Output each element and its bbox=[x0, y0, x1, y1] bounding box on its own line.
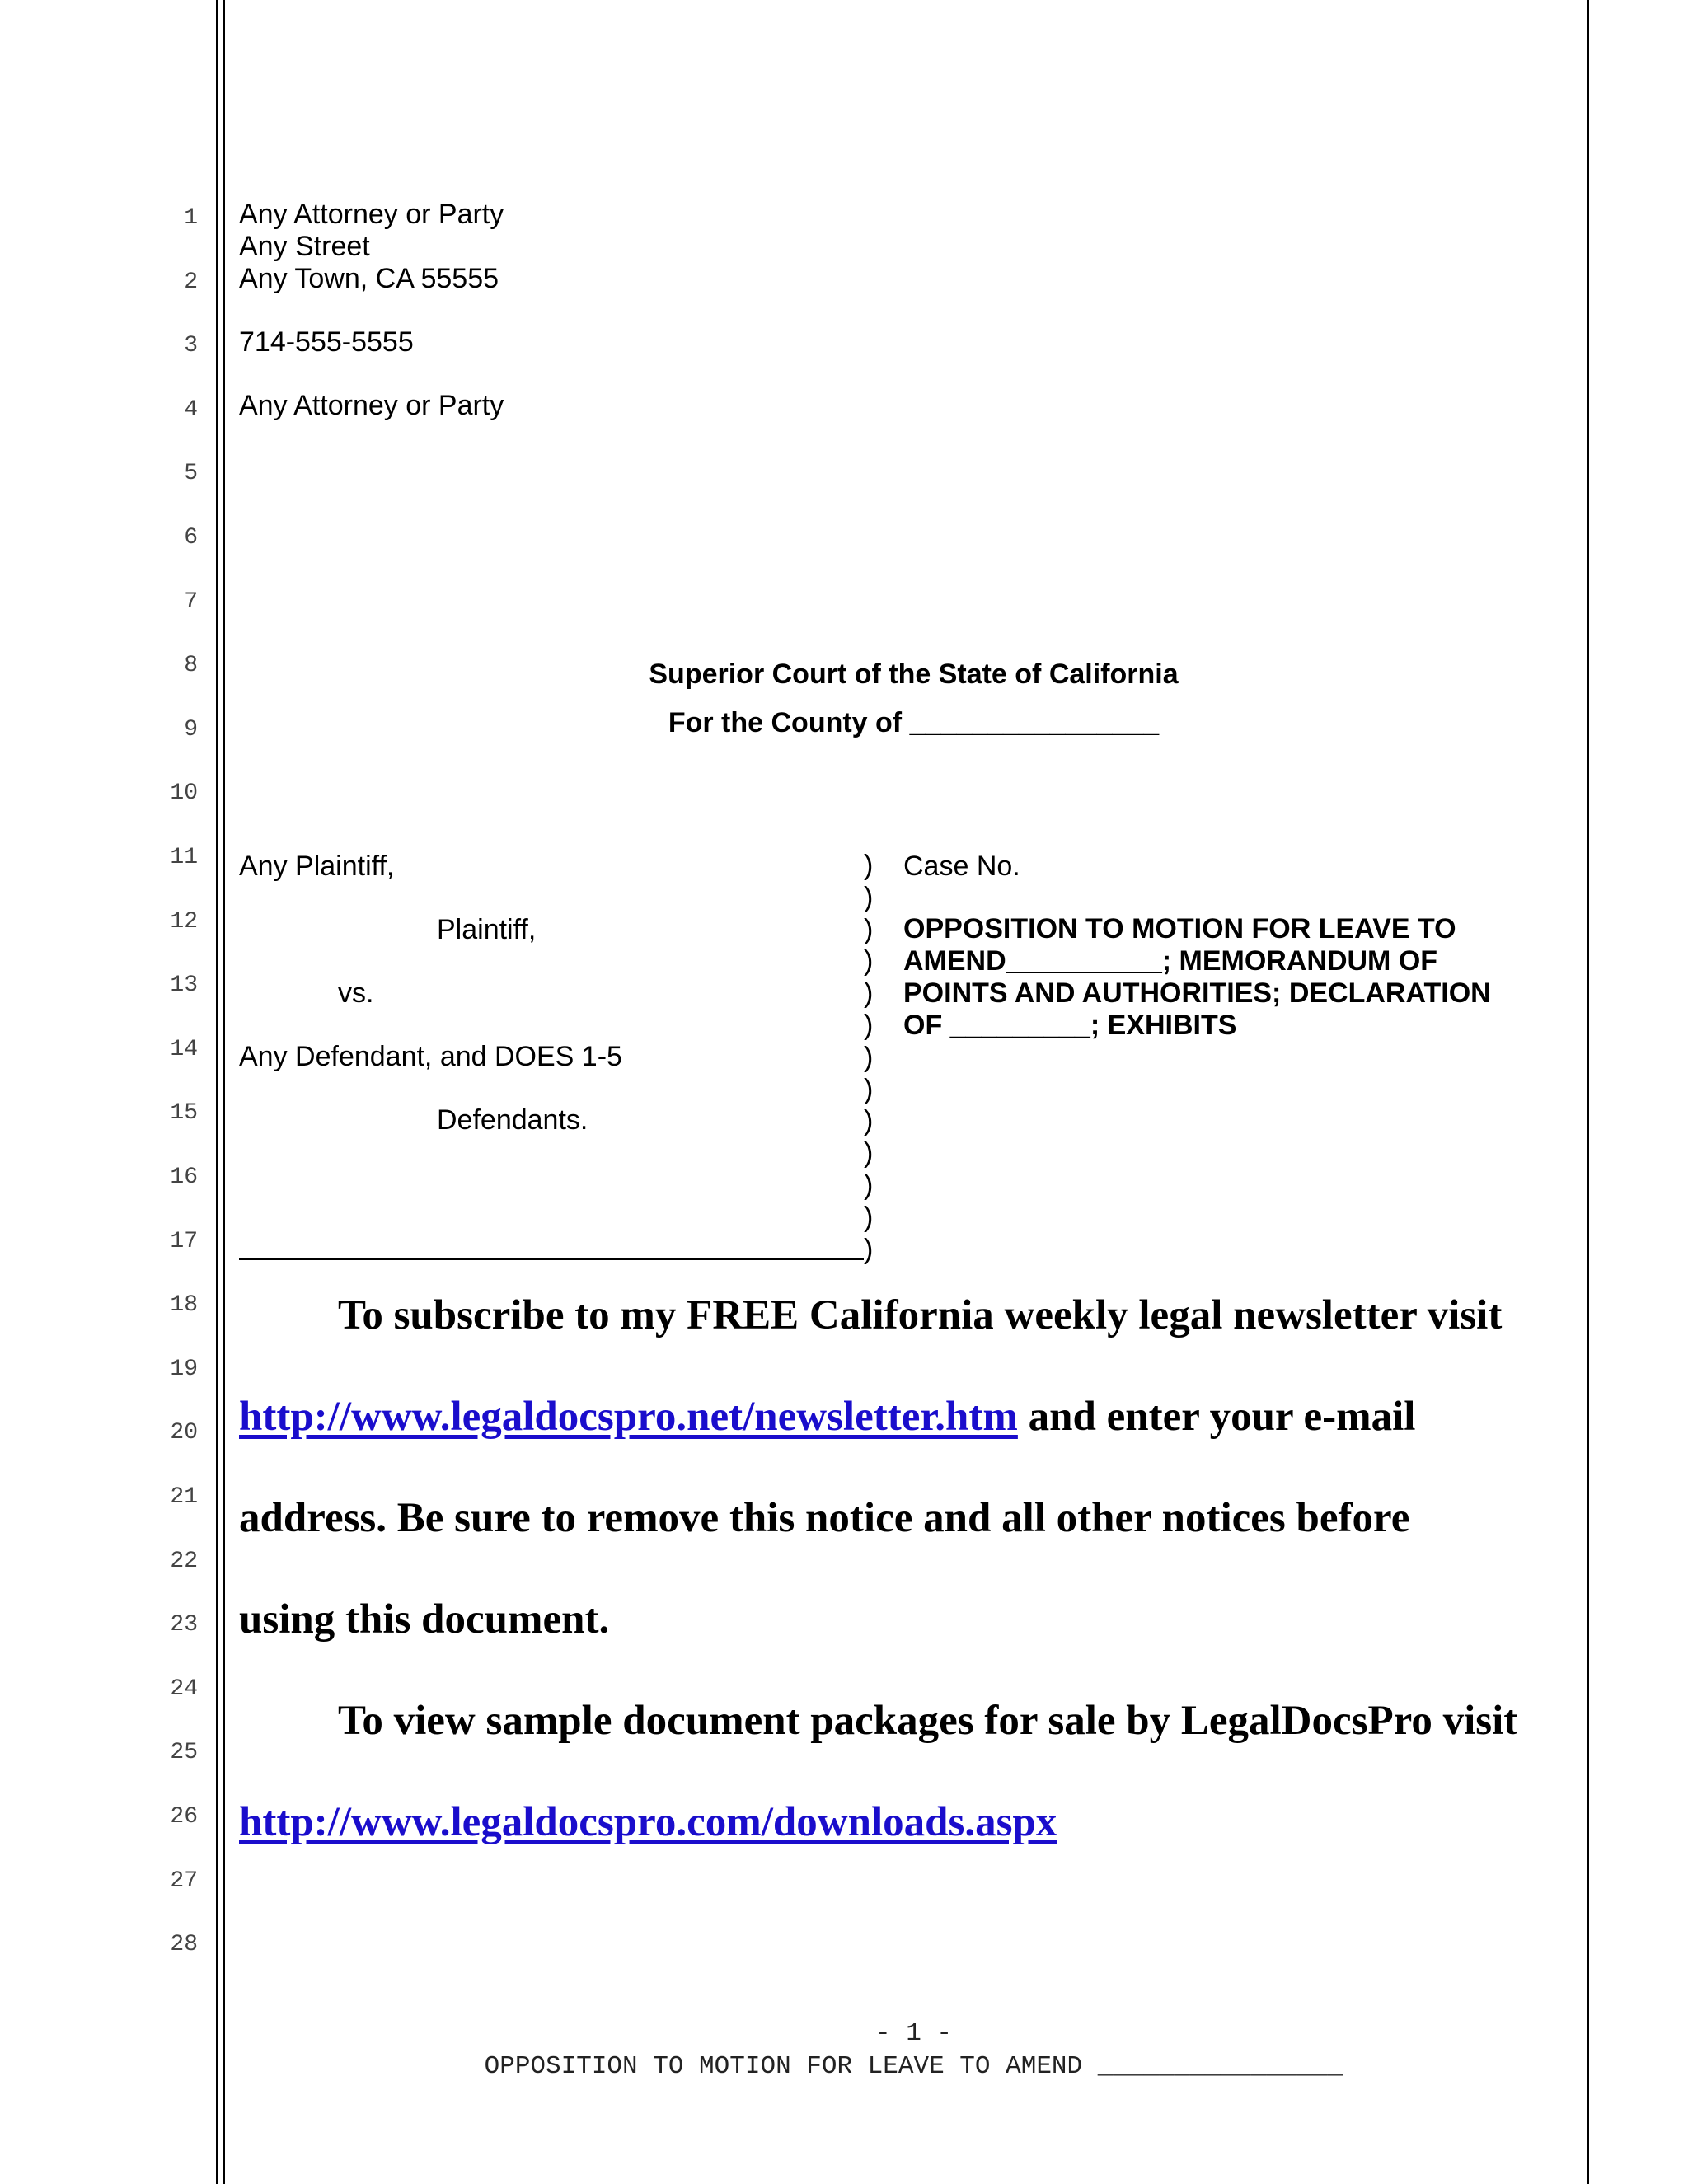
line-number: 8 bbox=[184, 653, 198, 679]
line-number: 5 bbox=[184, 461, 198, 487]
notice-line-6 bbox=[239, 1797, 1057, 1847]
defendant-label: Defendants. bbox=[437, 1104, 588, 1136]
line-number: 11 bbox=[170, 845, 198, 870]
line-number: 22 bbox=[170, 1548, 198, 1574]
caption-paren: ) bbox=[864, 1201, 874, 1233]
newsletter-link[interactable]: http://www.legaldocspro.net/newsletter.htm bbox=[239, 1394, 1018, 1440]
line-number: 21 bbox=[170, 1484, 198, 1510]
line-number: 17 bbox=[170, 1228, 198, 1254]
line-number: 26 bbox=[170, 1804, 198, 1830]
notice-line-5: To view sample document packages for sale by LegalDocsPro visit bbox=[338, 1698, 1518, 1744]
line-number: 10 bbox=[170, 780, 198, 807]
left-margin-rule-outer bbox=[216, 0, 218, 2184]
right-margin-rule bbox=[1587, 0, 1589, 2184]
attorney-for: Any Attorney or Party bbox=[239, 390, 504, 421]
line-number: 19 bbox=[170, 1356, 198, 1382]
caption-paren: ) bbox=[864, 945, 874, 977]
caption-paren: ) bbox=[864, 881, 874, 913]
plaintiff-label: Plaintiff, bbox=[437, 914, 537, 945]
document-title-line-1: OPPOSITION TO MOTION FOR LEAVE TO bbox=[903, 913, 1456, 944]
line-number: 7 bbox=[184, 588, 198, 615]
line-number: 28 bbox=[170, 1932, 198, 1958]
line-number: 1 bbox=[184, 205, 198, 231]
caption-parentheses bbox=[864, 850, 873, 1265]
document-title-line-2: AMEND__________; MEMORANDUM OF bbox=[903, 945, 1438, 977]
caption-paren: ) bbox=[864, 1169, 874, 1201]
line-number: 24 bbox=[170, 1675, 198, 1702]
notice-line-2-text: and enter your e-mail bbox=[1017, 1394, 1416, 1440]
caption-paren: ) bbox=[864, 1041, 874, 1073]
plaintiff-name: Any Plaintiff, bbox=[239, 851, 395, 882]
notice-line-3: address. Be sure to remove this notice and all other notices before bbox=[239, 1495, 1410, 1541]
line-number: 14 bbox=[170, 1036, 198, 1062]
downloads-link[interactable]: http://www.legaldocspro.com/downloads.aspx bbox=[239, 1799, 1057, 1845]
line-number: 9 bbox=[184, 716, 198, 743]
caption-paren: ) bbox=[864, 1009, 874, 1041]
line-number: 15 bbox=[170, 1100, 198, 1127]
versus-label: vs. bbox=[338, 977, 374, 1009]
attorney-phone: 714-555-5555 bbox=[239, 326, 414, 358]
court-county: For the County of ________________ bbox=[668, 707, 1160, 738]
line-number: 6 bbox=[184, 525, 198, 551]
line-number: 2 bbox=[184, 269, 198, 295]
caption-paren: ) bbox=[864, 850, 874, 881]
caption-bottom-line bbox=[239, 1258, 864, 1260]
defendant-name: Any Defendant, and DOES 1-5 bbox=[239, 1041, 622, 1072]
attorney-name: Any Attorney or Party bbox=[239, 199, 504, 230]
line-number: 13 bbox=[170, 972, 198, 999]
line-number: 3 bbox=[184, 333, 198, 359]
line-number: 23 bbox=[170, 1612, 198, 1638]
document-title-line-4: OF _________; EXHIBITS bbox=[903, 1010, 1237, 1041]
attorney-city: Any Town, CA 55555 bbox=[239, 263, 499, 294]
caption-paren: ) bbox=[864, 977, 874, 1010]
caption-paren: ) bbox=[864, 1105, 874, 1137]
caption-paren: ) bbox=[864, 1233, 874, 1265]
left-margin-rule-inner bbox=[223, 0, 225, 2184]
document-title-line-3: POINTS AND AUTHORITIES; DECLARATION bbox=[903, 977, 1491, 1009]
attorney-street: Any Street bbox=[239, 231, 370, 262]
caption-paren: ) bbox=[864, 1073, 874, 1105]
page-number: - 1 - bbox=[874, 2019, 952, 2048]
notice-line-4: using this document. bbox=[239, 1596, 610, 1643]
line-number: 20 bbox=[170, 1420, 198, 1446]
line-number: 25 bbox=[170, 1740, 198, 1766]
line-number: 27 bbox=[170, 1868, 198, 1894]
caption-paren: ) bbox=[864, 1137, 874, 1169]
footer-title: OPPOSITION TO MOTION FOR LEAVE TO AMEND ________________ bbox=[484, 2052, 1343, 2081]
line-number: 12 bbox=[170, 908, 198, 935]
case-number-label: Case No. bbox=[903, 851, 1020, 882]
notice-line-2 bbox=[239, 1392, 1415, 1441]
line-number: 16 bbox=[170, 1165, 198, 1190]
notice-line-1: To subscribe to my FREE California weekly legal newsletter visit bbox=[338, 1292, 1503, 1338]
court-name: Superior Court of the State of California bbox=[649, 658, 1179, 690]
line-number: 18 bbox=[170, 1292, 198, 1319]
line-number: 4 bbox=[184, 396, 198, 423]
caption-paren: ) bbox=[864, 913, 874, 945]
